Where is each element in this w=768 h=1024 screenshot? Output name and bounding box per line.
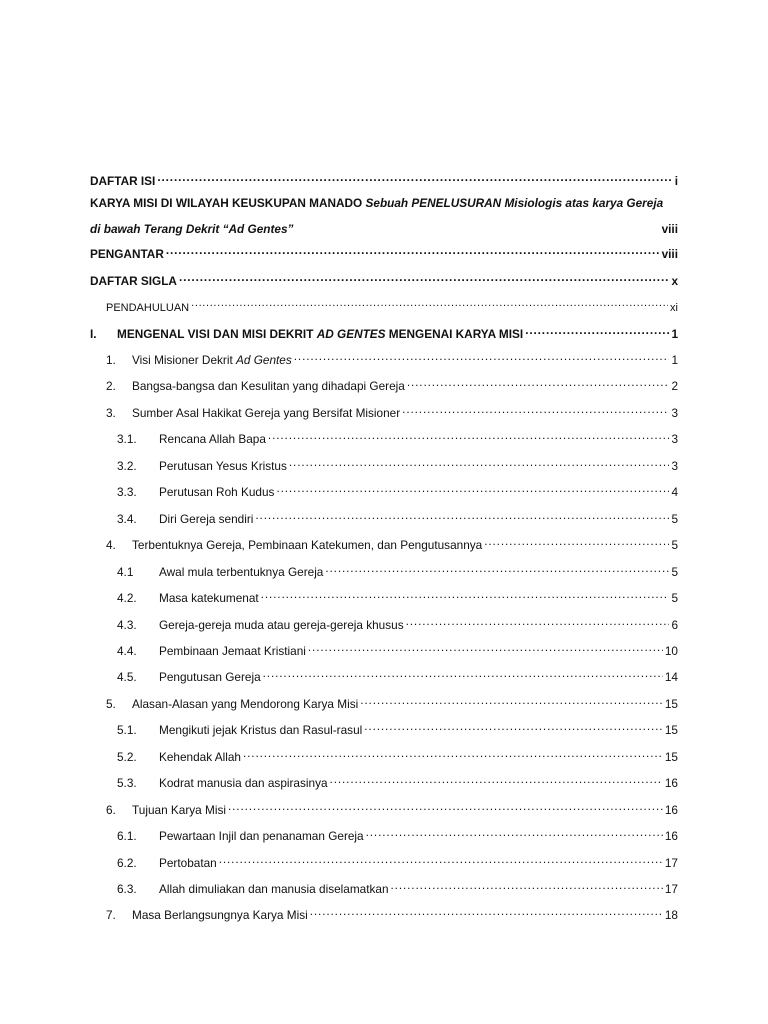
- toc-page-number: 14: [664, 670, 678, 685]
- toc-number: 3.2.: [117, 458, 137, 473]
- toc-page-number: 17: [664, 855, 678, 870]
- toc-title: PENDAHULUAN: [106, 302, 190, 314]
- toc-page-number: 4: [671, 485, 678, 500]
- dot-leader: [525, 324, 669, 338]
- toc-page-number: 5: [671, 564, 678, 579]
- toc-number: 5.1.: [117, 723, 137, 738]
- toc-title: Perutusan Roh Kudus: [159, 485, 275, 500]
- toc-entry[interactable]: [90, 800, 678, 818]
- toc-page-number: 15: [664, 723, 678, 738]
- toc-title-italic: Ad Gentes: [236, 353, 292, 367]
- dot-leader: [219, 853, 663, 867]
- toc-page-number: 2: [671, 379, 678, 394]
- toc-page-number: viii: [661, 222, 678, 236]
- toc-entry[interactable]: [90, 641, 678, 659]
- dot-leader: [166, 244, 660, 258]
- toc-number: 6.2.: [117, 855, 137, 870]
- dot-leader: [406, 615, 670, 629]
- dot-leader: [310, 905, 663, 919]
- toc-entry[interactable]: [90, 747, 678, 765]
- dot-leader: [268, 429, 670, 443]
- dot-leader: [407, 376, 670, 390]
- dot-leader: [261, 588, 670, 602]
- toc-page-number: 16: [664, 776, 678, 791]
- toc-title: Tujuan Karya Misi: [132, 802, 226, 817]
- toc-number: 3.3.: [117, 485, 137, 500]
- toc-title: Mengikuti jejak Kristus dan Rasul-rasul: [159, 723, 363, 738]
- dot-leader: [294, 350, 670, 364]
- toc-entry-pengantar[interactable]: [90, 244, 678, 262]
- toc-entry[interactable]: [90, 509, 678, 527]
- toc-title: Sumber Asal Hakikat Gereja yang Bersifat Misioner: [132, 405, 401, 420]
- toc-number: 5.: [106, 696, 116, 711]
- toc-title: Rencana Allah Bapa: [159, 432, 266, 447]
- dot-leader: [276, 482, 669, 496]
- toc-entry[interactable]: [90, 905, 678, 923]
- toc-page-number: 5: [671, 511, 678, 526]
- toc-page-number: 17: [664, 882, 678, 896]
- toc-page-number: 16: [664, 829, 678, 844]
- toc-number: 7.: [106, 908, 116, 923]
- toc-number: 4.: [106, 538, 116, 553]
- toc-number: 4.1: [117, 564, 134, 579]
- dot-leader: [295, 219, 659, 233]
- toc-entry-bab-1[interactable]: [90, 324, 678, 342]
- dot-leader: [255, 509, 669, 523]
- dot-leader: [402, 403, 669, 417]
- toc-title: Terbentuknya Gereja, Pembinaan Katekumen, dan Pengutusannya: [132, 538, 483, 553]
- toc-title: Visi Misioner Dekrit Ad Gentes: [132, 353, 292, 367]
- toc-title: Perutusan Yesus Kristus: [159, 458, 287, 473]
- toc-number: 4.4.: [117, 643, 137, 658]
- toc-title: Pewartaan Injil dan penanaman Gereja: [159, 829, 364, 844]
- dot-leader: [484, 535, 669, 549]
- toc-entry[interactable]: [90, 562, 678, 580]
- toc-title: Kehendak Allah: [159, 749, 241, 764]
- toc-page-number: 18: [664, 908, 678, 923]
- toc-title-italic: di bawah Terang Dekrit “Ad Gentes”: [90, 222, 294, 236]
- toc-title: DAFTAR ISI: [90, 174, 156, 188]
- toc-page-number: viii: [661, 247, 678, 261]
- toc-title: Alasan-Alasan yang Mendorong Karya Misi: [132, 696, 359, 711]
- dot-leader: [391, 879, 663, 893]
- toc-page-number: i: [674, 174, 678, 188]
- dot-leader: [364, 720, 663, 734]
- toc-number: 5.3.: [117, 776, 137, 791]
- toc-number: 3.: [106, 405, 116, 420]
- dot-leader: [360, 694, 663, 708]
- toc-entry[interactable]: [90, 853, 678, 871]
- dot-leader: [308, 641, 663, 655]
- toc-title: Masa katekumenat: [159, 591, 259, 606]
- dot-leader: [263, 667, 663, 681]
- toc-page-number: 1: [671, 353, 678, 367]
- dot-leader: [289, 456, 670, 470]
- dot-leader: [366, 826, 663, 840]
- toc-number: 2.: [106, 379, 116, 394]
- toc-number: 1.: [106, 353, 116, 367]
- toc-number: 6.: [106, 802, 116, 817]
- toc-number: 4.2.: [117, 591, 137, 606]
- toc-page-number: 5: [671, 591, 678, 606]
- dot-leader: [179, 271, 669, 285]
- toc-page-number: 15: [664, 749, 678, 764]
- toc-entry[interactable]: [90, 879, 678, 897]
- toc-title: Pembinaan Jemaat Kristiani: [159, 643, 306, 658]
- toc-page-number: 3: [671, 432, 678, 447]
- toc-number: 6.1.: [117, 829, 137, 844]
- dot-leader: [157, 171, 672, 185]
- dot-leader: [325, 562, 669, 576]
- toc-page-number: 3: [671, 458, 678, 473]
- toc-title: Diri Gereja sendiri: [159, 511, 254, 526]
- toc-entry[interactable]: [90, 588, 678, 606]
- toc-title-italic: Sebuah PENELUSURAN Misiologis atas karya Gereja: [365, 196, 664, 210]
- toc-page-number: 15: [664, 696, 678, 711]
- toc-entry[interactable]: [90, 720, 678, 738]
- toc-entry[interactable]: [90, 535, 678, 553]
- toc-page-number: xi: [670, 302, 678, 314]
- toc-entry-karya-misi[interactable]: [90, 190, 678, 242]
- toc-title: PENGANTAR: [90, 247, 164, 261]
- toc-page-number: 6: [671, 617, 678, 632]
- toc-title: Pertobatan: [159, 855, 217, 870]
- toc-number: 6.3.: [117, 882, 137, 896]
- toc-entry-pendahuluan[interactable]: [106, 297, 678, 316]
- toc-entry[interactable]: [90, 376, 678, 394]
- toc-entry[interactable]: [90, 403, 678, 421]
- dot-leader: [243, 747, 663, 761]
- toc-title: Pengutusan Gereja: [159, 670, 261, 685]
- toc-entry-daftar-sigla[interactable]: [90, 271, 678, 289]
- toc-page-number: 5: [671, 538, 678, 553]
- toc-entry[interactable]: [90, 773, 678, 791]
- toc-title: Gereja-gereja muda atau gereja-gereja khusus: [159, 617, 404, 632]
- toc-number: 5.2.: [117, 749, 137, 764]
- dot-leader: [228, 800, 663, 814]
- toc-title: DAFTAR SIGLA: [90, 274, 177, 288]
- toc-page-number: 10: [664, 643, 678, 658]
- toc-number: 3.1.: [117, 432, 137, 447]
- toc-title: Allah dimuliakan dan manusia diselamatkan: [159, 882, 389, 896]
- toc-title: MENGENAL VISI DAN MISI DEKRIT AD GENTES MENGENAI KARYA MISI: [117, 327, 524, 341]
- toc-entry[interactable]: [90, 456, 678, 474]
- toc-title: Awal mula terbentuknya Gereja: [159, 564, 324, 579]
- toc-entry[interactable]: [90, 694, 678, 712]
- toc-entry[interactable]: [90, 482, 678, 500]
- toc-entry[interactable]: [90, 615, 678, 633]
- toc-entry[interactable]: [90, 350, 678, 368]
- toc-entry[interactable]: [90, 667, 678, 685]
- toc-entry[interactable]: [90, 429, 678, 447]
- toc-number: I.: [90, 327, 97, 341]
- toc-entry[interactable]: [90, 826, 678, 844]
- toc-number: 4.5.: [117, 670, 137, 685]
- toc-page-number: 3: [671, 405, 678, 420]
- toc-entry-daftar-isi[interactable]: [90, 171, 678, 189]
- toc-title: KARYA MISI DI WILAYAH KEUSKUPAN MANADO: [90, 196, 363, 210]
- toc-title: Masa Berlangsungnya Karya Misi: [132, 908, 308, 923]
- dot-leader: [330, 773, 663, 787]
- toc-number: 4.3.: [117, 617, 137, 632]
- dot-leader: [191, 297, 668, 311]
- toc-number: 3.4.: [117, 511, 137, 526]
- toc-title: Kodrat manusia dan aspirasinya: [159, 776, 328, 791]
- toc-title: Bangsa-bangsa dan Kesulitan yang dihadapi Gereja: [132, 379, 405, 394]
- toc-page-number: 1: [671, 327, 678, 341]
- toc-page-number: x: [671, 274, 678, 288]
- toc-page-number: 16: [664, 802, 678, 817]
